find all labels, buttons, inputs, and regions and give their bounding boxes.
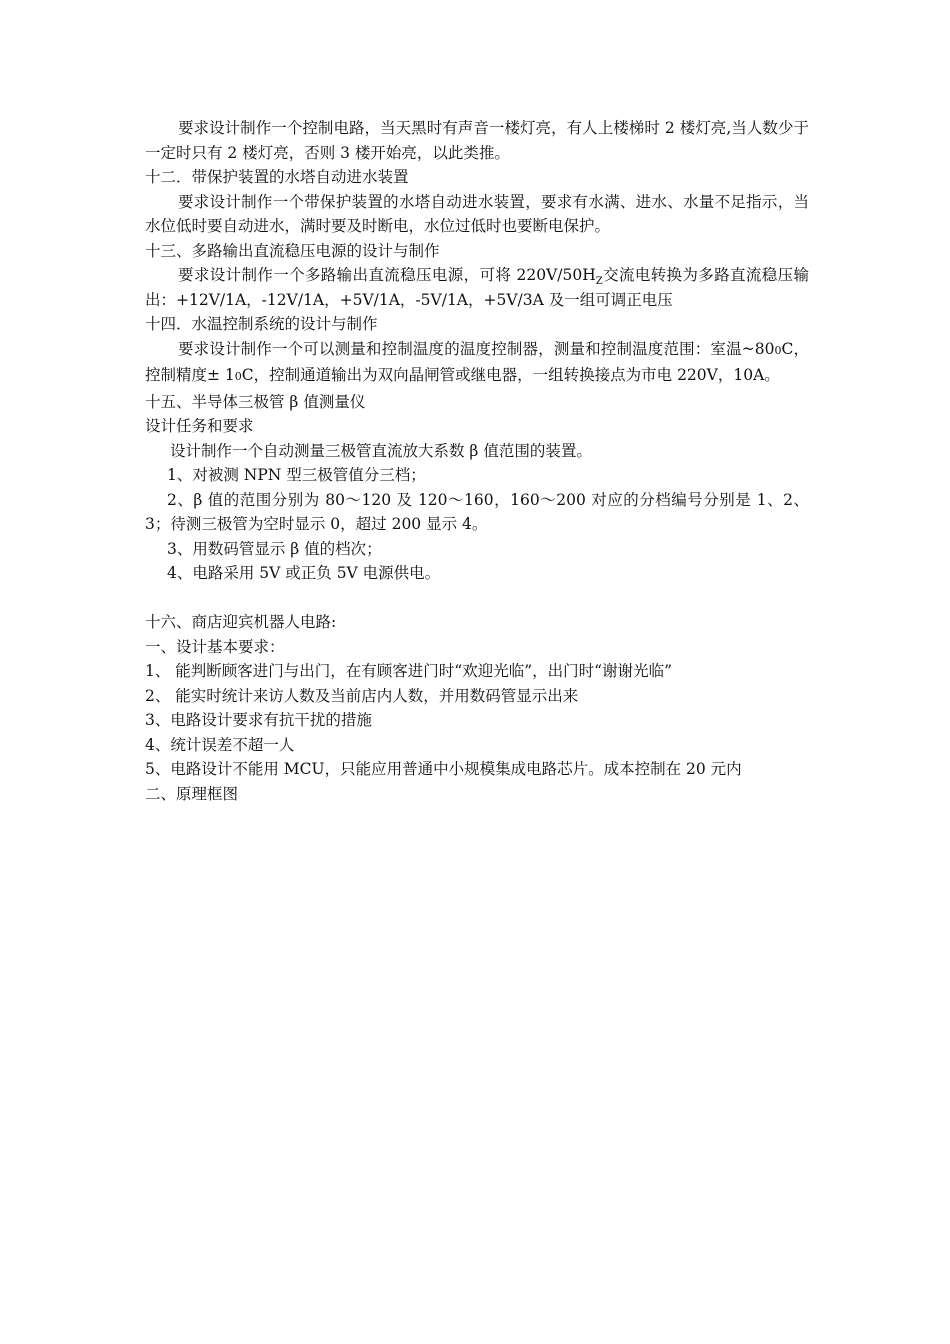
section-14-body (145, 337, 809, 390)
section-16-item-3: 3、电路设计要求有抗干扰的措施 (145, 711, 372, 729)
section-15-item-4: 4、电路采用 5V 或正负 5V 电源供电。 (167, 564, 441, 582)
section-14-degree-2: 0 (234, 370, 242, 383)
document-body (145, 116, 809, 806)
section-14-body-part2: C，控制精度± 1 (145, 339, 809, 384)
section-gap (145, 586, 809, 611)
section-16-item-4: 4、统计误差不超一人 (145, 735, 295, 754)
section-13-heading: 十三、多路输出直流稳压电源的设计与制作 (145, 241, 440, 260)
section-13-body-subscript: Z (595, 276, 603, 287)
section-15-intro: 设计制作一个自动测量三极管直流放大系数 β 值范围的装置。 (170, 441, 592, 460)
section-15-item-2: 2、β 值的范围分别为 80～120 及 120～160，160～200 对应的分档编号分别是 1、2、3；待测三极管为空时显示 0，超过 200 显示 4。 (145, 490, 809, 533)
section-14-heading: 十四．水温控制系统的设计与制作 (145, 315, 378, 333)
section-13-body-part1: 要求设计制作一个多路输出直流稳压电源，可将 220V/50H (178, 266, 596, 284)
section-16-item-5: 5、电路设计不能用 MCU，只能应用普通中小规模集成电路芯片。成本控制在 20 元内 (145, 760, 742, 778)
section-16-sub2: 二、原理框图 (145, 784, 239, 803)
section-14-body-part1: 要求设计制作一个可以测量和控制温度的温度控制器，测量和控制温度范围：室温~80 (178, 339, 775, 358)
section-16-item-2: 2、 能实时统计来访人数及当前店内人数，并用数码管显示出来 (145, 686, 579, 705)
section-16-sub1: 一、设计基本要求： (145, 637, 285, 656)
section-12-body: 要求设计制作一个带保护装置的水塔自动进水装置，要求有水满、进水、水量不足指示，当水位低时要自动进水，满时要及时断电，水位过低时也要断电保护。 (145, 192, 809, 235)
section-15-item-1: 1、对被测 NPN 型三极管值分三档； (167, 466, 426, 484)
paragraph-stair-lights: 要求设计制作一个控制电路，当天黑时有声音一楼灯亮，有人上楼梯时 2 楼灯亮,当人数少于一定时只有 2 楼灯亮，否则 3 楼开始亮，以此类推。 (145, 119, 809, 162)
section-15-subheading: 设计任务和要求 (145, 417, 254, 435)
section-14-degree-1: 0 (774, 343, 782, 357)
section-16-heading: 十六、商店迎宾机器人电路: (145, 613, 337, 631)
section-13-body (145, 263, 809, 312)
section-15-heading: 十五、半导体三极管 β 值测量仪 (145, 392, 366, 411)
section-16-item-1: 1、 能判断顾客进门与出门，在有顾客进门时“欢迎光临”，出门时“谢谢光临” (145, 662, 672, 680)
section-15-item-3: 3、用数码管显示 β 值的档次； (167, 539, 382, 558)
section-13-body-part2: 交流电转换为多路直流稳压输出：+12V/1A，-12V/1A，+5V/1A，-5V/1A，+5V/3A 及一组可调正电压 (145, 266, 809, 309)
section-12-heading: 十二．带保护装置的水塔自动进水装置 (145, 168, 409, 186)
section-14-body-part3: C，控制通道输出为双向晶闸管或继电器，一组转换接点为市电 220V，10A。 (241, 366, 780, 384)
